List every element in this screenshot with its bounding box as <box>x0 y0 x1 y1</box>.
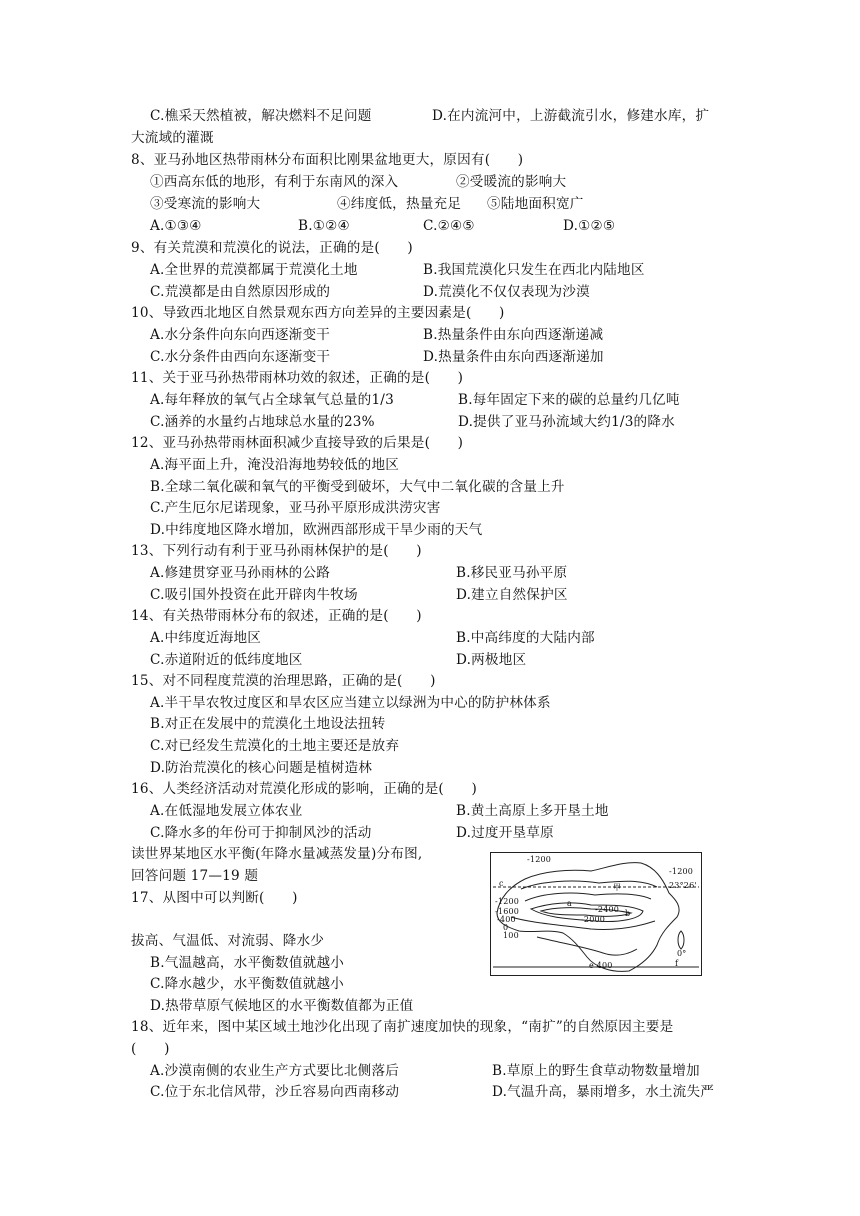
question-12: 12、亚马孙热带雨林面积减少直接导致的后果是( ) <box>131 435 464 451</box>
q13-option-c: C.吸引国外投资在此开辟肉牛牧场 <box>150 587 358 603</box>
question-11: 11、关于亚马孙热带雨林功效的叙述，正确的是( ) <box>131 370 464 386</box>
map-label-2: -1200 <box>669 867 694 876</box>
q15-option-d: D.防治荒漠化的核心问题是植树造林 <box>150 760 373 776</box>
q7-option-c: C.樵采天然植被，解决燃料不足问题 <box>150 108 372 124</box>
map-label-5: -2000 <box>581 915 606 924</box>
question-17: 17、从图中可以判断( ) <box>131 890 298 906</box>
q16-option-d: D.过度开垦草原 <box>456 825 554 841</box>
q8-option-b: B.①②④ <box>298 218 350 234</box>
q18-option-c: C.位于东北信风带，沙丘容易向西南移动 <box>150 1084 400 1100</box>
map-label-jia: 甲 <box>613 883 622 892</box>
q8-option-d: D.①②⑤ <box>563 218 616 234</box>
question-10: 10、导致西北地区自然景观东西方向差异的主要因素是( ) <box>131 305 505 321</box>
q17-option-c: C.降水越少，水平衡数值就越小 <box>150 976 344 992</box>
q8-item-3: ③受寒流的影响大 <box>150 196 261 212</box>
q11-option-d: D.提供了亚马孙流域大约1/3的降水 <box>458 414 675 430</box>
q15-option-c: C.对已经发生荒漠化的土地主要还是放弃 <box>150 738 400 754</box>
map-label-4: -1600 <box>495 907 520 916</box>
q13-option-d: D.建立自然保护区 <box>456 587 568 603</box>
q7-option-d: D.在内流河中，上游截流引水，修建水库，扩 <box>432 108 710 124</box>
water-balance-map <box>490 852 702 976</box>
q12-option-a: A.海平面上升，淹没沿海地势较低的地区 <box>150 457 400 473</box>
map-label-equator: 0° <box>677 949 687 958</box>
map-label-1: -1200 <box>527 855 552 864</box>
map-label-f: f <box>675 959 679 968</box>
q8-option-a: A.①③④ <box>150 218 202 234</box>
question-15: 15、对不同程度荒漠的治理思路，正确的是( ) <box>131 673 436 689</box>
q8-item-4: ④纬度低，热量充足 <box>337 196 462 212</box>
q16-option-b: B.黄土高原上多开垦土地 <box>456 803 609 819</box>
q18-answer-paren: ( ) <box>131 1041 170 1057</box>
q10-option-d: D.热量条件由东向西逐渐递加 <box>423 349 604 365</box>
q17-option-a-cont: 拔高、气温低、对流弱、降水少 <box>131 933 325 949</box>
q13-option-a: A.修建贯穿亚马孙雨林的公路 <box>150 565 331 581</box>
map-label-b: b <box>625 909 631 918</box>
q17-option-b: B.气温越高，水平衡数值就越小 <box>150 955 345 971</box>
q16-option-a: A.在低湿地发展立体农业 <box>150 803 303 819</box>
q18-option-b: B.草原上的野生食草动物数量增加 <box>492 1063 700 1079</box>
map-label-e: e 400 <box>589 961 613 970</box>
q10-option-b: B.热量条件由东向西逐渐递减 <box>423 327 604 343</box>
q15-option-a: A.半干旱农牧过度区和旱农区应当建立以绿洲为中心的防护林体系 <box>150 695 551 711</box>
question-16: 16、人类经济活动对荒漠化形成的影响，正确的是( ) <box>131 781 477 797</box>
q17-option-d: D.热带草原气候地区的水平衡数值都为正值 <box>150 998 414 1014</box>
q9-option-a: A.全世界的荒漠都属于荒漠化土地 <box>150 262 358 278</box>
q7-option-d-cont: 大流域的灌溉 <box>131 130 214 146</box>
q8-item-5: ⑤陆地面积宽广 <box>487 196 584 212</box>
q8-option-c: C.②④⑤ <box>423 218 475 234</box>
q12-option-c: C.产生厄尔尼诺现象，亚马孙平原形成洪涝灾害 <box>150 500 441 516</box>
q8-item-2: ②受暖流的影响大 <box>456 174 567 190</box>
q8-item-1: ①西高东低的地形，有利于东南风的深入 <box>150 174 399 190</box>
q9-option-c: C.荒漠都是由自然原因形成的 <box>150 284 331 300</box>
q14-option-b: B.中高纬度的大陆内部 <box>456 630 595 646</box>
q14-option-d: D.两极地区 <box>456 652 527 668</box>
q10-option-c: C.水分条件由西向东逐渐变干 <box>150 349 331 365</box>
reading-prompt-cont: 回答问题 17—19 题 <box>131 868 259 884</box>
q9-option-d: D.荒漠化不仅仅表现为沙漠 <box>423 284 590 300</box>
q18-option-d: D.气温升高，暴雨增多，水土流失严 <box>492 1084 715 1100</box>
question-9: 9、有关荒漠和荒漠化的说法，正确的是( ) <box>131 240 413 256</box>
q14-option-a: A.中纬度近海地区 <box>150 630 262 646</box>
question-13: 13、下列行动有利于亚马孙雨林保护的是( ) <box>131 543 422 559</box>
map-label-3: -1200 <box>495 897 520 906</box>
q18-option-a: A.沙漠南侧的农业生产方式要比北侧落后 <box>150 1063 400 1079</box>
q11-option-b: B.每年固定下来的碳的总量约几亿吨 <box>458 392 680 408</box>
q11-option-a: A.每年释放的氧气占全球氧气总量的1/3 <box>150 392 394 408</box>
q9-option-b: B.我国荒漠化只发生在西北内陆地区 <box>423 262 645 278</box>
q12-option-b: B.全球二氧化碳和氧气的平衡受到破坏，大气中二氧化碳的含量上升 <box>150 479 565 495</box>
q15-option-b: B.对正在发展中的荒漠化土地设法扭转 <box>150 716 386 732</box>
map-label-9: 100 <box>503 931 519 940</box>
reading-prompt: 读世界某地区水平衡(年降水量减蒸发量)分布图, <box>131 846 423 862</box>
question-8: 8、亚马孙地区热带雨林分布面积比刚果盆地更大，原因有( ) <box>131 152 524 168</box>
q11-option-c: C.涵养的水量约占地球总水量的23% <box>150 414 375 430</box>
q14-option-c: C.赤道附近的低纬度地区 <box>150 652 303 668</box>
map-label-8: 0 <box>503 923 509 932</box>
question-18: 18、近年来，图中某区域土地沙化出现了南扩速度加快的现象，“南扩”的自然原因主要是 <box>131 1019 674 1035</box>
map-label-a: a <box>567 899 572 908</box>
map-label-c: c <box>499 879 504 888</box>
question-14: 14、有关热带雨林分布的叙述，正确的是( ) <box>131 608 422 624</box>
q12-option-d: D.中纬度地区降水增加，欧洲西部形成干旱少雨的天气 <box>150 522 483 538</box>
map-label-6: -2400 <box>595 905 620 914</box>
map-label-7: -400 <box>497 915 516 924</box>
q16-option-c: C.降水多的年份可于抑制风沙的活动 <box>150 825 372 841</box>
q10-option-a: A.水分条件向东向西逐渐变干 <box>150 327 331 343</box>
map-label-lat: 23°26' <box>669 881 697 890</box>
q13-option-b: B.移民亚马孙平原 <box>456 565 568 581</box>
